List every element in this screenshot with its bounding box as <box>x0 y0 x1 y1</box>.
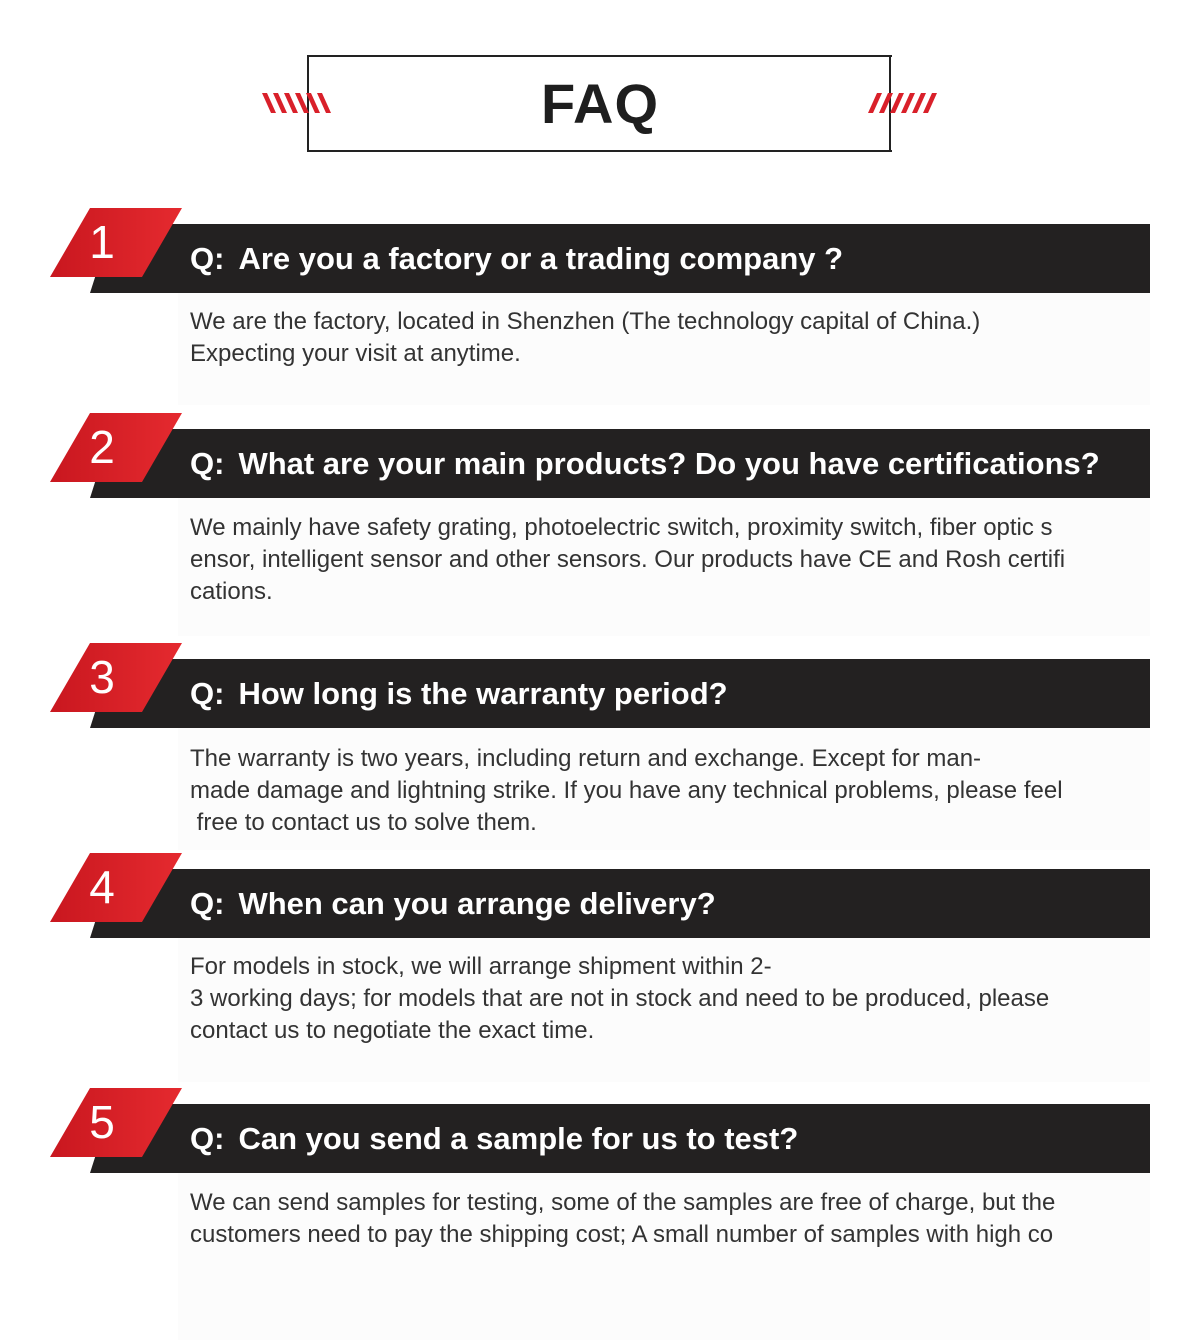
item-number: 3 <box>89 651 115 703</box>
question-label: Can you send a sample for us to test? <box>238 1121 799 1156</box>
question-prefix: Q: <box>190 241 225 276</box>
answer-text: We are the factory, located in Shenzhen (The technology capital of China.) Expecting your visit at anytime. <box>190 308 981 367</box>
question-text <box>190 224 843 293</box>
question-label: What are your main products? Do you have certifications? <box>238 446 1100 481</box>
answer-text: For models in stock, we will arrange shipment within 2- 3 working days; for models that are not in stock and need to be produced, please contact us to negotiate the exact time. <box>190 953 1050 1044</box>
question-text <box>190 869 716 938</box>
question-text <box>190 1104 798 1173</box>
item-number: 2 <box>89 421 115 473</box>
item-number: 5 <box>89 1096 115 1148</box>
question-prefix: Q: <box>190 1121 225 1156</box>
frame-bottom-border <box>307 150 892 152</box>
question-text <box>190 429 1100 498</box>
page-title: FAQ <box>540 72 660 135</box>
answer-text: The warranty is two years, including return and exchange. Except for man- made damage and lightning strike. If you have any technical problems, please feel free to contact us to solve them. <box>190 745 1063 836</box>
question-label: How long is the warranty period? <box>238 676 728 711</box>
answer-text: We mainly have safety grating, photoelectric switch, proximity switch, fiber optic s ensor, intelligent sensor and other sensors. Our products have CE and Rosh certifi cations. <box>190 514 1066 605</box>
question-label: Are you a factory or a trading company ? <box>238 241 844 276</box>
question-prefix: Q: <box>190 446 225 481</box>
question-prefix: Q: <box>190 676 225 711</box>
right-stripes-decoration <box>868 93 938 113</box>
question-prefix: Q: <box>190 886 225 921</box>
question-label: When can you arrange delivery? <box>238 886 716 921</box>
answer-text: We can send samples for testing, some of the samples are free of charge, but the customers need to pay the shipping cost; A small number of samples with high co <box>190 1189 1056 1248</box>
question-text <box>190 659 728 728</box>
faq-header <box>0 0 1200 170</box>
item-number: 4 <box>89 861 115 913</box>
item-number: 1 <box>89 216 115 268</box>
